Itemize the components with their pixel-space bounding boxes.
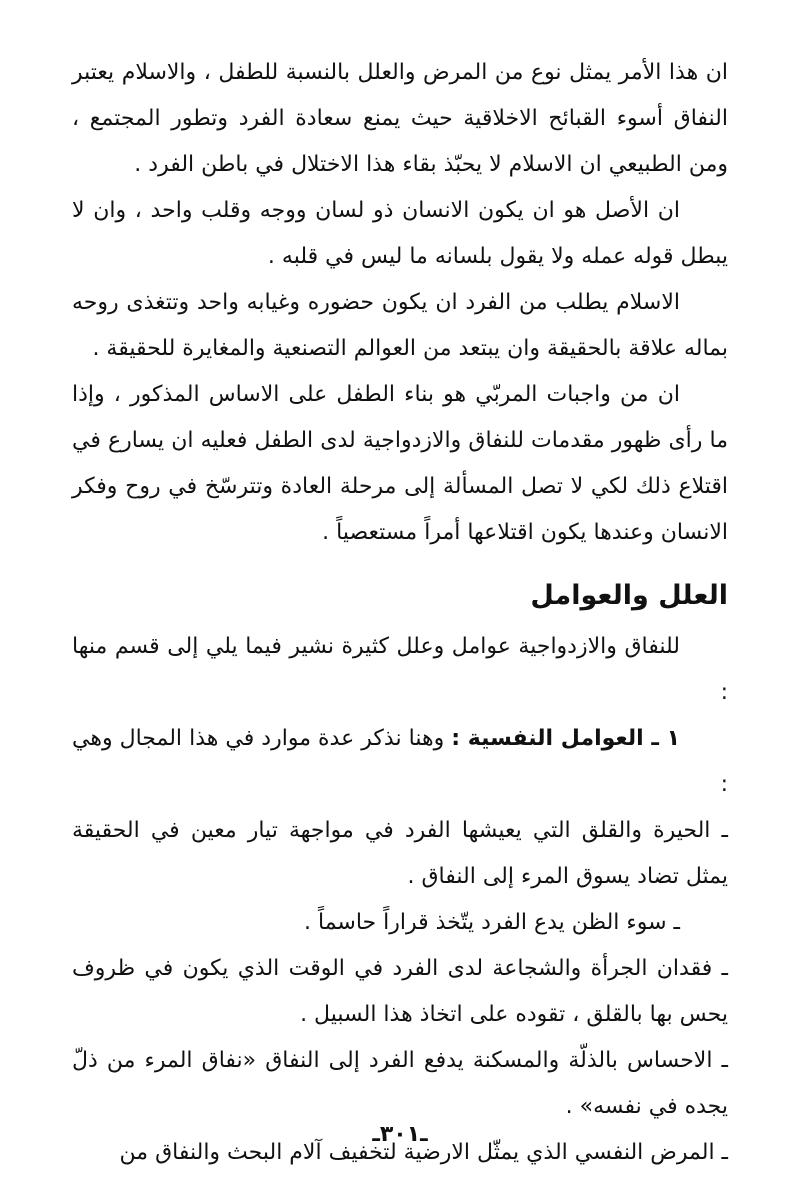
- paragraph-intro-3: الاسلام يطلب من الفرد ان يكون حضوره وغيابه واحد وتتغذى روحه بماله علاقة بالحقيقة وان يبتعد من العوالم التصنعية والمغايرة للحقيقة .: [72, 290, 728, 361]
- page-number: ـ٣٠١ـ: [372, 1122, 428, 1147]
- body-text: [72, 50, 728, 1176]
- bullet-item-2: ـ سوء الظن يدع الفرد يتّخذ قراراً حاسماً .: [304, 910, 680, 935]
- numbered-item-label: ١ ـ العوامل النفسية :: [451, 726, 681, 751]
- numbered-item-text: وهنا نذكر عدة موارد في هذا المجال وهي :: [72, 726, 728, 797]
- bullet-item-5: ـ المرض النفسي الذي يمثّل الارضية لتخفيف آلام البحث والنفاق من: [119, 1140, 728, 1165]
- bullet-item-3: ـ فقدان الجرأة والشجاعة لدى الفرد في الوقت الذي يكون في ظروف يحس بها بالقلق ، تقوده على اتخاذ هذا السبيل .: [72, 956, 728, 1027]
- bullet-item-1: ـ الحيرة والقلق التي يعيشها الفرد في مواجهة تيار معين في الحقيقة يمثل تضاد يسوق المرء إلى النفاق .: [72, 818, 728, 889]
- paragraph-intro-4: ان من واجبات المربّي هو بناء الطفل على الاساس المذكور ، وإذا ما رأى ظهور مقدمات للنفاق والازدواجية لدى الطفل فعليه ان يسارع في اقتلاع ذلك لكي لا تصل المسألة إلى مرحلة العادة وتترسّخ في روح وفكر الانسان وعندها يكون اقتلاعها أمراً مستعصياً .: [72, 382, 728, 545]
- bullet-item-4: ـ الاحساس بالذلّة والمسكنة يدفع الفرد إلى النفاق «نفاق المرء من ذلّ يجده في نفسه» .: [72, 1048, 728, 1119]
- section-intro: للنفاق والازدواجية عوامل وعلل كثيرة نشير فيما يلي إلى قسم منها :: [72, 634, 728, 705]
- section-heading: العلل والعوامل: [530, 580, 728, 611]
- paragraph-intro-1: ان هذا الأمر يمثل نوع من المرض والعلل بالنسبة للطفل ، والاسلام يعتبر النفاق أسوء القبائح الاخلاقية حيث يمنع سعادة الفرد وتطور المجتمع ، ومن الطبيعي ان الاسلام لا يحبّذ بقاء هذا الاختلال في باطن الفرد .: [72, 60, 728, 177]
- numbered-item: [72, 716, 728, 808]
- paragraph-intro-2: ان الأصل هو ان يكون الانسان ذو لسان ووجه وقلب واحد ، وان لا يبطل قوله عمله ولا يقول بلسانه ما ليس في قلبه .: [72, 198, 728, 269]
